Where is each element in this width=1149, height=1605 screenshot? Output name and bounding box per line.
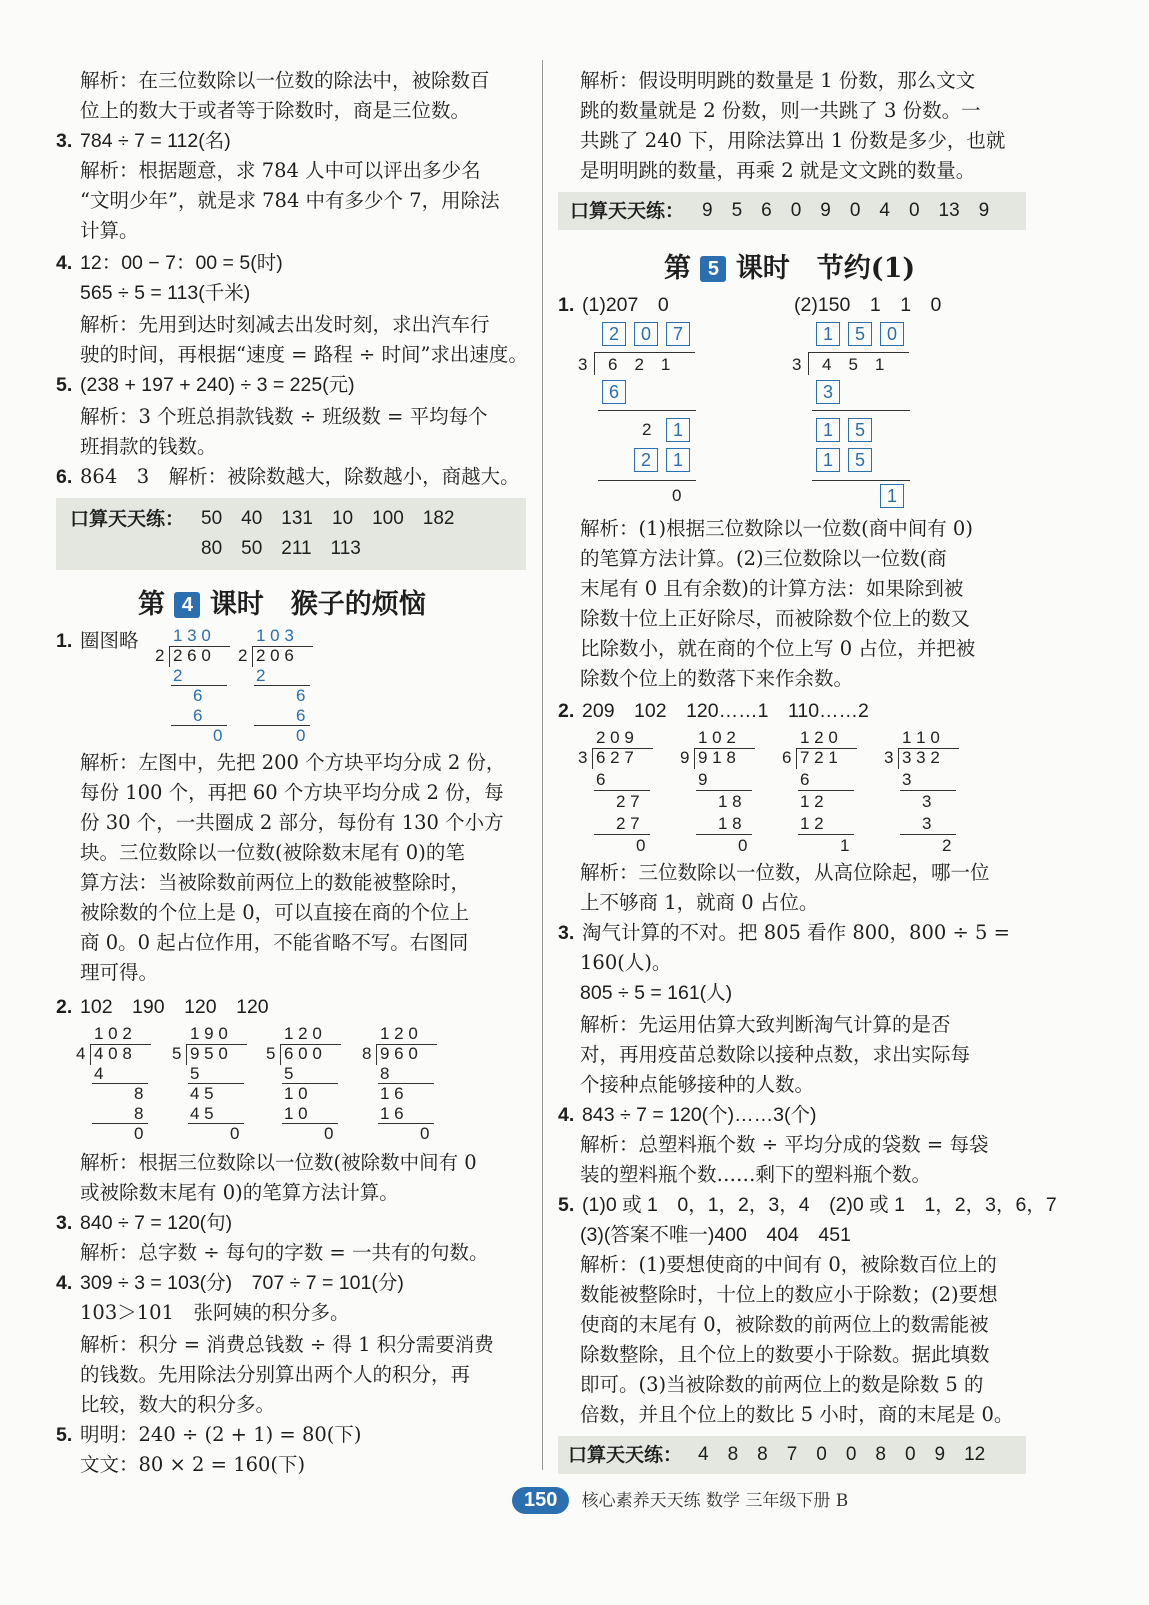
text-line: 跳的数量就是 2 份数，则一共跳了 3 份数。一 <box>580 99 981 122</box>
divisor: 3 <box>578 748 588 767</box>
step: 6 <box>296 686 306 705</box>
divisor: 2 <box>155 646 165 665</box>
oral-practice-band <box>56 498 526 570</box>
text-line: 解析：先用到达时刻减去出发时刻，求出汽车行 <box>80 313 490 336</box>
oral-practice-values: 9 5 6 0 9 0 4 0 13 9 <box>702 200 990 221</box>
answer-line: 565 ÷ 5 = 113(千米) <box>80 282 251 304</box>
lesson-title-text: 课时 猴子的烦恼 <box>209 589 426 620</box>
division-line <box>798 834 854 835</box>
text-line: 除数个位上的数落下来作余数。 <box>580 667 854 690</box>
divisor: 3 <box>578 355 588 374</box>
text-line: 末尾有 0 且有余数)的计算方法：如果除到被 <box>580 577 964 600</box>
step: 6 <box>193 706 203 725</box>
quotient: 1 1 0 <box>902 728 940 747</box>
page-number: 150 <box>512 1487 569 1514</box>
step: 2 <box>642 420 652 439</box>
divisor: 2 <box>238 646 248 665</box>
dividend: 7 2 1 <box>800 748 838 767</box>
divisor: 4 <box>76 1044 86 1063</box>
answer-line: 明明：240 ÷ (2 + 1) = 80(下) <box>80 1423 362 1446</box>
divisor: 3 <box>792 355 802 374</box>
answer-line: (3)(答案不唯一)400 404 451 <box>580 1224 851 1246</box>
text-line: 计算。 <box>80 219 139 242</box>
quotient: 1 0 2 <box>698 728 736 747</box>
answer-line: 圈图略 <box>80 629 139 652</box>
long-division <box>578 728 658 855</box>
question-number: 3. <box>56 1212 73 1234</box>
boxed-long-division <box>578 322 708 512</box>
answer-line: 103＞101 张阿姨的积分多。 <box>80 1301 350 1324</box>
answer-box: 1 <box>816 418 840 442</box>
question-number: 5. <box>56 374 73 396</box>
question-number: 2. <box>558 700 575 722</box>
dividend: 9 5 0 <box>190 1044 228 1063</box>
step: 1 8 <box>718 792 742 811</box>
step: 5 <box>190 1064 200 1083</box>
text-line: 即可。(3)当被除数的前两位上的数是除数 5 的 <box>580 1373 984 1396</box>
answer-box: 1 <box>666 448 690 472</box>
step: 1 2 <box>800 792 824 811</box>
oral-practice-label: 口算天天练： <box>568 1444 683 1466</box>
answer-box: 1 <box>666 418 690 442</box>
text-line: 解析：3 个班总捐款钱数 ÷ 班级数 = 平均每个 <box>80 405 488 428</box>
answer-line: 309 ÷ 3 = 103(分) 707 ÷ 7 = 101(分) <box>80 1272 404 1294</box>
step: 2 7 <box>616 814 640 833</box>
step: 6 <box>596 770 606 789</box>
text-line: 解析：(1)根据三位数除以一位数(商中间有 0) <box>580 517 973 540</box>
question-number: 3. <box>558 922 575 944</box>
remainder: 0 <box>230 1124 240 1143</box>
step: 6 <box>800 770 810 789</box>
text-line: 每份 100 个，再把 60 个方块平均分成 2 份，每 <box>80 781 504 804</box>
lesson-title-text: 课时 节约(1) <box>735 253 916 284</box>
step: 4 5 <box>190 1084 214 1103</box>
question-number: 4. <box>558 1104 575 1126</box>
text-line: 被除数的个位上是 0，可以直接在商的个位上 <box>80 901 470 924</box>
step: 8 <box>134 1084 144 1103</box>
text-line: 使商的末尾有 0，被除数的前两位上的数需能被 <box>580 1313 989 1336</box>
lesson-number-badge: 4 <box>174 592 200 618</box>
remainder: 2 <box>942 836 952 855</box>
answer-line: (2)150 1 1 0 <box>794 294 942 316</box>
step: 6 <box>296 706 306 725</box>
dividend: 2 6 0 <box>173 646 211 665</box>
division-line <box>900 834 956 835</box>
oral-practice-band <box>558 1436 1026 1474</box>
quotient: 1 2 0 <box>284 1024 322 1043</box>
text-line: 解析：在三位数除以一位数的除法中，被除数百 <box>80 69 490 92</box>
remainder: 0 <box>134 1124 144 1143</box>
book-title: 核心素养天天练 数学 三年级下册 B <box>581 1491 849 1511</box>
answer-box: 5 <box>848 448 872 472</box>
long-division <box>238 626 318 746</box>
question-number: 5. <box>558 1194 575 1216</box>
division-line <box>798 790 854 791</box>
answer-box: 6 <box>602 380 626 404</box>
remainder: 0 <box>738 836 748 855</box>
quotient: 1 0 2 <box>94 1024 132 1043</box>
quotient: 1 9 0 <box>190 1024 228 1043</box>
text-line: 或被除数末尾有 0)的笔算方法计算。 <box>80 1181 399 1204</box>
long-division <box>76 1024 156 1146</box>
division-line <box>696 834 752 835</box>
text-line: 除数十位上正好除尽，而被除数个位上的数又 <box>580 607 971 630</box>
dividend: 4 5 1 <box>822 355 885 374</box>
remainder: 0 <box>636 836 646 855</box>
text-line: 比较，数大的积分多。 <box>80 1393 276 1416</box>
remainder: 0 <box>324 1124 334 1143</box>
divisor: 5 <box>266 1044 276 1063</box>
divisor: 8 <box>362 1044 372 1063</box>
answer-line: 102 190 120 120 <box>80 996 269 1018</box>
answer-box: 2 <box>602 322 626 346</box>
text-line: 的笔算方法计算。(2)三位数除以一位数(商 <box>580 547 947 570</box>
step: 3 <box>922 814 932 833</box>
oral-practice-values: 4 8 8 7 0 0 8 0 9 12 <box>698 1444 986 1465</box>
text-line: 倍数，并且个位上的数比 5 小时，商的末尾是 0。 <box>580 1403 1014 1426</box>
text-line: 上不够商 1，就商 0 占位。 <box>580 891 819 914</box>
answer-line: 840 ÷ 7 = 120(句) <box>80 1212 233 1234</box>
answer-box: 3 <box>816 380 840 404</box>
long-division <box>266 1024 346 1146</box>
step: 5 <box>284 1064 294 1083</box>
remainder: 1 <box>840 836 850 855</box>
text-line: 解析：先运用估算大致判断淘气计算的是否 <box>580 1013 951 1036</box>
step: 4 <box>94 1064 104 1083</box>
answer-line: (1)207 0 <box>582 294 669 316</box>
text-line: 是明明跳的数量，再乘 2 就是文文跳的数量。 <box>580 159 976 182</box>
oral-practice-label: 口算天天练： <box>570 200 685 222</box>
dividend: 4 0 8 <box>94 1044 132 1063</box>
step: 1 8 <box>718 814 742 833</box>
answer-line: (1)0 或 1 0，1，2，3，4 (2)0 或 1 1，2，3，6，7 <box>582 1194 1057 1216</box>
quotient: 2 0 9 <box>596 728 634 747</box>
question-number: 5. <box>56 1424 73 1446</box>
text-line: “文明少年”，就是求 784 中有多少个 7，用除法 <box>80 189 500 212</box>
step: 2 7 <box>616 792 640 811</box>
lesson-title-prefix: 第 <box>138 589 165 620</box>
long-division <box>172 1024 252 1146</box>
step: 1 6 <box>380 1084 404 1103</box>
step: 1 2 <box>800 814 824 833</box>
step: 1 6 <box>380 1104 404 1123</box>
page-footer <box>512 1486 848 1514</box>
answer-line: 864 3 解析：被除数越大，除数越小，商越大。 <box>80 465 520 488</box>
long-division <box>680 728 760 855</box>
long-division <box>782 728 862 855</box>
answer-line: 12：00 − 7：00 = 5(时) <box>80 252 283 274</box>
step: 8 <box>380 1064 390 1083</box>
question-number: 4. <box>56 1272 73 1294</box>
text-line: 解析：总字数 ÷ 每句的字数 = 一共有的句数。 <box>80 1241 489 1264</box>
division-line <box>696 790 752 791</box>
text-line: 解析：(1)要想使商的中间有 0，被除数百位上的 <box>580 1253 997 1276</box>
step: 6 <box>193 686 203 705</box>
question-number: 1. <box>56 630 73 652</box>
answer-line: 160(人)。 <box>580 951 672 974</box>
text-line: 比除数小，就在商的个位上写 0 占位，并把被 <box>580 637 976 660</box>
dividend: 6 2 7 <box>596 748 634 767</box>
text-line: 位上的数大于或者等于除数时，商是三位数。 <box>80 99 471 122</box>
long-division <box>884 728 964 855</box>
answer-box: 0 <box>634 322 658 346</box>
text-line: 的钱数。先用除法分别算出两个人的积分，再 <box>80 1363 471 1386</box>
text-line: 除数整除，且个位上的数要小于除数。据此填数 <box>580 1343 990 1366</box>
remainder: 0 <box>672 486 682 505</box>
boxed-long-division <box>792 322 922 512</box>
oral-practice-label: 口算天天练： <box>70 508 185 530</box>
step: 1 0 <box>284 1084 308 1103</box>
answer-box: 5 <box>848 322 872 346</box>
oral-practice-values: 50 40 131 10 100 182 <box>201 508 455 529</box>
step: 3 <box>902 770 912 789</box>
answer-box: 7 <box>666 322 690 346</box>
dividend: 9 1 8 <box>698 748 736 767</box>
answer-box: 1 <box>880 484 904 508</box>
column-divider <box>542 60 543 1470</box>
text-line: 解析：积分 = 消费总钱数 ÷ 得 1 积分需要消费 <box>80 1333 494 1356</box>
remainder: 0 <box>296 726 306 745</box>
answer-line: 784 ÷ 7 = 112(名) <box>80 130 231 152</box>
text-line: 商 0。0 起占位作用，不能省略不写。右图同 <box>80 931 469 954</box>
lesson-title <box>664 246 915 285</box>
text-line: 解析：根据三位数除以一位数(被除数中间有 0 <box>80 1151 477 1174</box>
step: 4 5 <box>190 1104 214 1123</box>
step: 9 <box>698 770 708 789</box>
division-line <box>900 790 956 791</box>
text-line: 解析：左图中，先把 200 个方块平均分成 2 份， <box>80 751 506 774</box>
division-line <box>594 790 650 791</box>
dividend: 6 2 1 <box>608 355 671 374</box>
step: 8 <box>134 1104 144 1123</box>
lesson-title-prefix: 第 <box>664 253 691 284</box>
text-line: 解析：总塑料瓶个数 ÷ 平均分成的袋数 = 每袋 <box>580 1133 989 1156</box>
answer-line: 805 ÷ 5 = 161(人) <box>580 982 733 1004</box>
quotient: 1 0 3 <box>256 626 294 645</box>
divisor: 3 <box>884 748 894 767</box>
question-number: 4. <box>56 252 73 274</box>
text-line: 解析：根据题意，求 784 人中可以评出多少名 <box>80 159 481 182</box>
text-line: 份 30 个，一共圈成 2 部分，每份有 130 个小方 <box>80 811 504 834</box>
division-line <box>598 480 696 481</box>
lesson-title <box>138 582 426 621</box>
remainder: 0 <box>420 1124 430 1143</box>
oral-practice-values: 80 50 211 113 <box>201 538 361 559</box>
division-line <box>812 410 910 411</box>
divisor: 9 <box>680 748 690 767</box>
question-number: 1. <box>558 294 575 316</box>
lesson-number-badge: 5 <box>700 256 726 282</box>
answer-box: 1 <box>816 448 840 472</box>
dividend: 3 3 2 <box>902 748 940 767</box>
text-line: 块。三位数除以一位数(被除数末尾有 0)的笔 <box>80 841 465 864</box>
step: 2 <box>173 666 183 685</box>
divisor: 6 <box>782 748 792 767</box>
text-line: 共跳了 240 下，用除法算出 1 份数是多少，也就 <box>580 129 1006 152</box>
question-number: 3. <box>56 130 73 152</box>
answer-line: 843 ÷ 7 = 120(个)……3(个) <box>582 1104 817 1126</box>
quotient: 1 2 0 <box>380 1024 418 1043</box>
answer-line: 文文：80 × 2 = 160(下) <box>80 1453 306 1476</box>
answer-line: (238 + 197 + 240) ÷ 3 = 225(元) <box>80 374 355 396</box>
text-line: 算方法：当被除数前两位上的数能被整除时， <box>80 871 471 894</box>
long-division <box>362 1024 442 1146</box>
answer-box: 0 <box>880 322 904 346</box>
text-line: 驶的时间，再根据“速度 = 路程 ÷ 时间”求出速度。 <box>80 343 528 366</box>
question-number: 2. <box>56 996 73 1018</box>
text-line: 数能被整除时，十位上的数应小于除数；(2)要想 <box>580 1283 998 1306</box>
division-line <box>812 480 910 481</box>
text-line: 装的塑料瓶个数……剩下的塑料瓶个数。 <box>580 1163 932 1186</box>
dividend: 6 0 0 <box>284 1044 322 1063</box>
remainder: 0 <box>213 726 223 745</box>
text-line: 解析：三位数除以一位数，从高位除起，哪一位 <box>580 861 990 884</box>
oral-practice-band <box>558 192 1026 230</box>
text-line: 对，再用疫苗总数除以接种点数，求出实际每 <box>580 1043 971 1066</box>
text-line: 理可得。 <box>80 961 159 984</box>
division-line <box>598 410 696 411</box>
step: 1 0 <box>284 1104 308 1123</box>
divisor: 5 <box>172 1044 182 1063</box>
step: 3 <box>922 792 932 811</box>
text-line: 个接种点能够接种的人数。 <box>580 1073 815 1096</box>
long-division <box>155 626 235 746</box>
dividend: 9 6 0 <box>380 1044 418 1063</box>
text-line: 班捐款的钱数。 <box>80 435 217 458</box>
answer-box: 2 <box>634 448 658 472</box>
answer-box: 5 <box>848 418 872 442</box>
division-line <box>594 834 650 835</box>
answer-box: 1 <box>816 322 840 346</box>
quotient: 1 3 0 <box>173 626 211 645</box>
step: 2 <box>256 666 266 685</box>
dividend: 2 0 6 <box>256 646 294 665</box>
text-line: 解析：假设明明跳的数量是 1 份数，那么文文 <box>580 69 976 92</box>
question-number: 6. <box>56 466 73 488</box>
answer-line: 淘气计算的不对。把 805 看作 800，800 ÷ 5 = <box>582 921 1010 944</box>
quotient: 1 2 0 <box>800 728 838 747</box>
answer-line: 209 102 120……1 110……2 <box>582 700 869 722</box>
